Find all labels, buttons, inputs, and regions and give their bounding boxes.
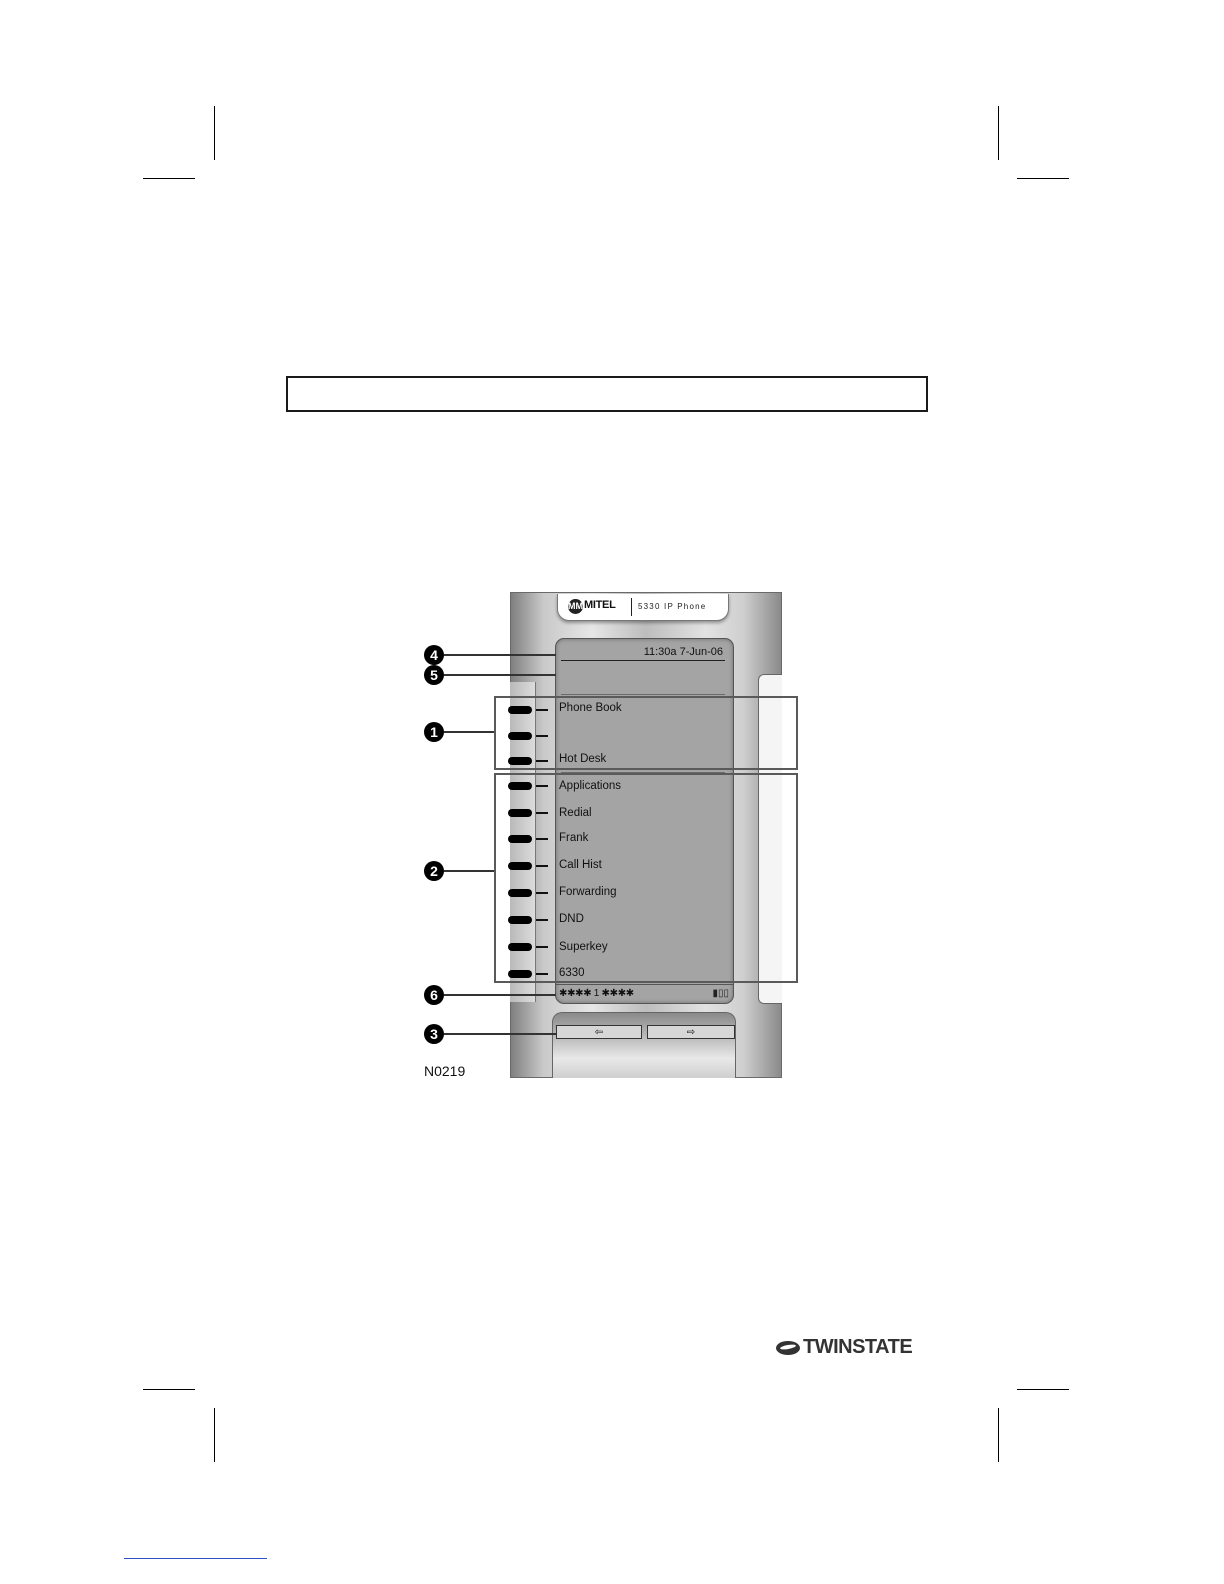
callout-1: 1	[424, 722, 444, 742]
brand-bar	[557, 594, 729, 621]
softkey-label-phone-book: Phone Book	[559, 702, 622, 714]
crop-mark	[143, 178, 195, 179]
callout-leader	[444, 870, 494, 872]
crop-mark	[143, 1389, 195, 1390]
display-rule	[561, 660, 725, 661]
navigation-area	[552, 1012, 736, 1078]
figure-id: N0219	[424, 1063, 466, 1079]
crop-mark	[998, 106, 999, 160]
page-link-underline	[124, 1558, 267, 1559]
crop-mark	[1017, 1389, 1069, 1390]
softkey-group-frame-1	[494, 696, 798, 770]
twinstate-logo-icon	[776, 1341, 800, 1355]
crop-mark	[214, 106, 215, 160]
brand-name: MITEL	[584, 599, 616, 611]
display-rule	[561, 694, 725, 695]
softkey-label-redial: Redial	[559, 807, 592, 819]
softkey-group-frame-2	[494, 773, 798, 983]
callout-leader	[444, 994, 556, 996]
crop-mark	[214, 1408, 215, 1462]
nav-right-button[interactable]: ⇨	[647, 1025, 735, 1039]
softkey-label-call-hist: Call Hist	[559, 859, 602, 871]
softkey-label-dnd: DND	[559, 913, 584, 925]
status-line: ✱✱✱✱ 1 ✱✱✱✱	[559, 988, 634, 999]
crop-mark	[1017, 178, 1069, 179]
softkey-label-applications: Applications	[559, 780, 622, 792]
softkey-label-6330: 6330	[559, 967, 585, 979]
display-datetime: 11:30a 7-Jun-06	[643, 646, 723, 658]
softkey-label-hot-desk: Hot Desk	[559, 753, 607, 765]
callout-4: 4	[424, 645, 444, 665]
status-icons: ▮▯▯	[712, 988, 729, 999]
callout-3: 3	[424, 1024, 444, 1044]
nav-left-button[interactable]: ⇦	[556, 1025, 642, 1039]
callout-6: 6	[424, 985, 444, 1005]
callout-leader	[444, 674, 556, 676]
crop-mark	[998, 1408, 999, 1462]
softkey-label-superkey: Superkey	[559, 941, 608, 953]
brand-divider	[631, 598, 632, 616]
title-box	[286, 376, 928, 412]
model-name: 5330 IP Phone	[638, 602, 707, 611]
callout-5: 5	[424, 665, 444, 685]
softkey-label-frank: Frank	[559, 832, 589, 844]
softkey-label-forwarding: Forwarding	[559, 886, 617, 898]
callout-leader	[444, 654, 556, 656]
mitel-logo-icon: MM	[568, 599, 583, 614]
twinstate-brand: TWINSTATE	[803, 1336, 913, 1358]
callout-leader	[444, 1033, 556, 1035]
callout-leader	[444, 731, 494, 733]
twinstate-logo	[776, 1336, 912, 1359]
display-status-rule	[556, 984, 733, 985]
callout-2: 2	[424, 861, 444, 881]
